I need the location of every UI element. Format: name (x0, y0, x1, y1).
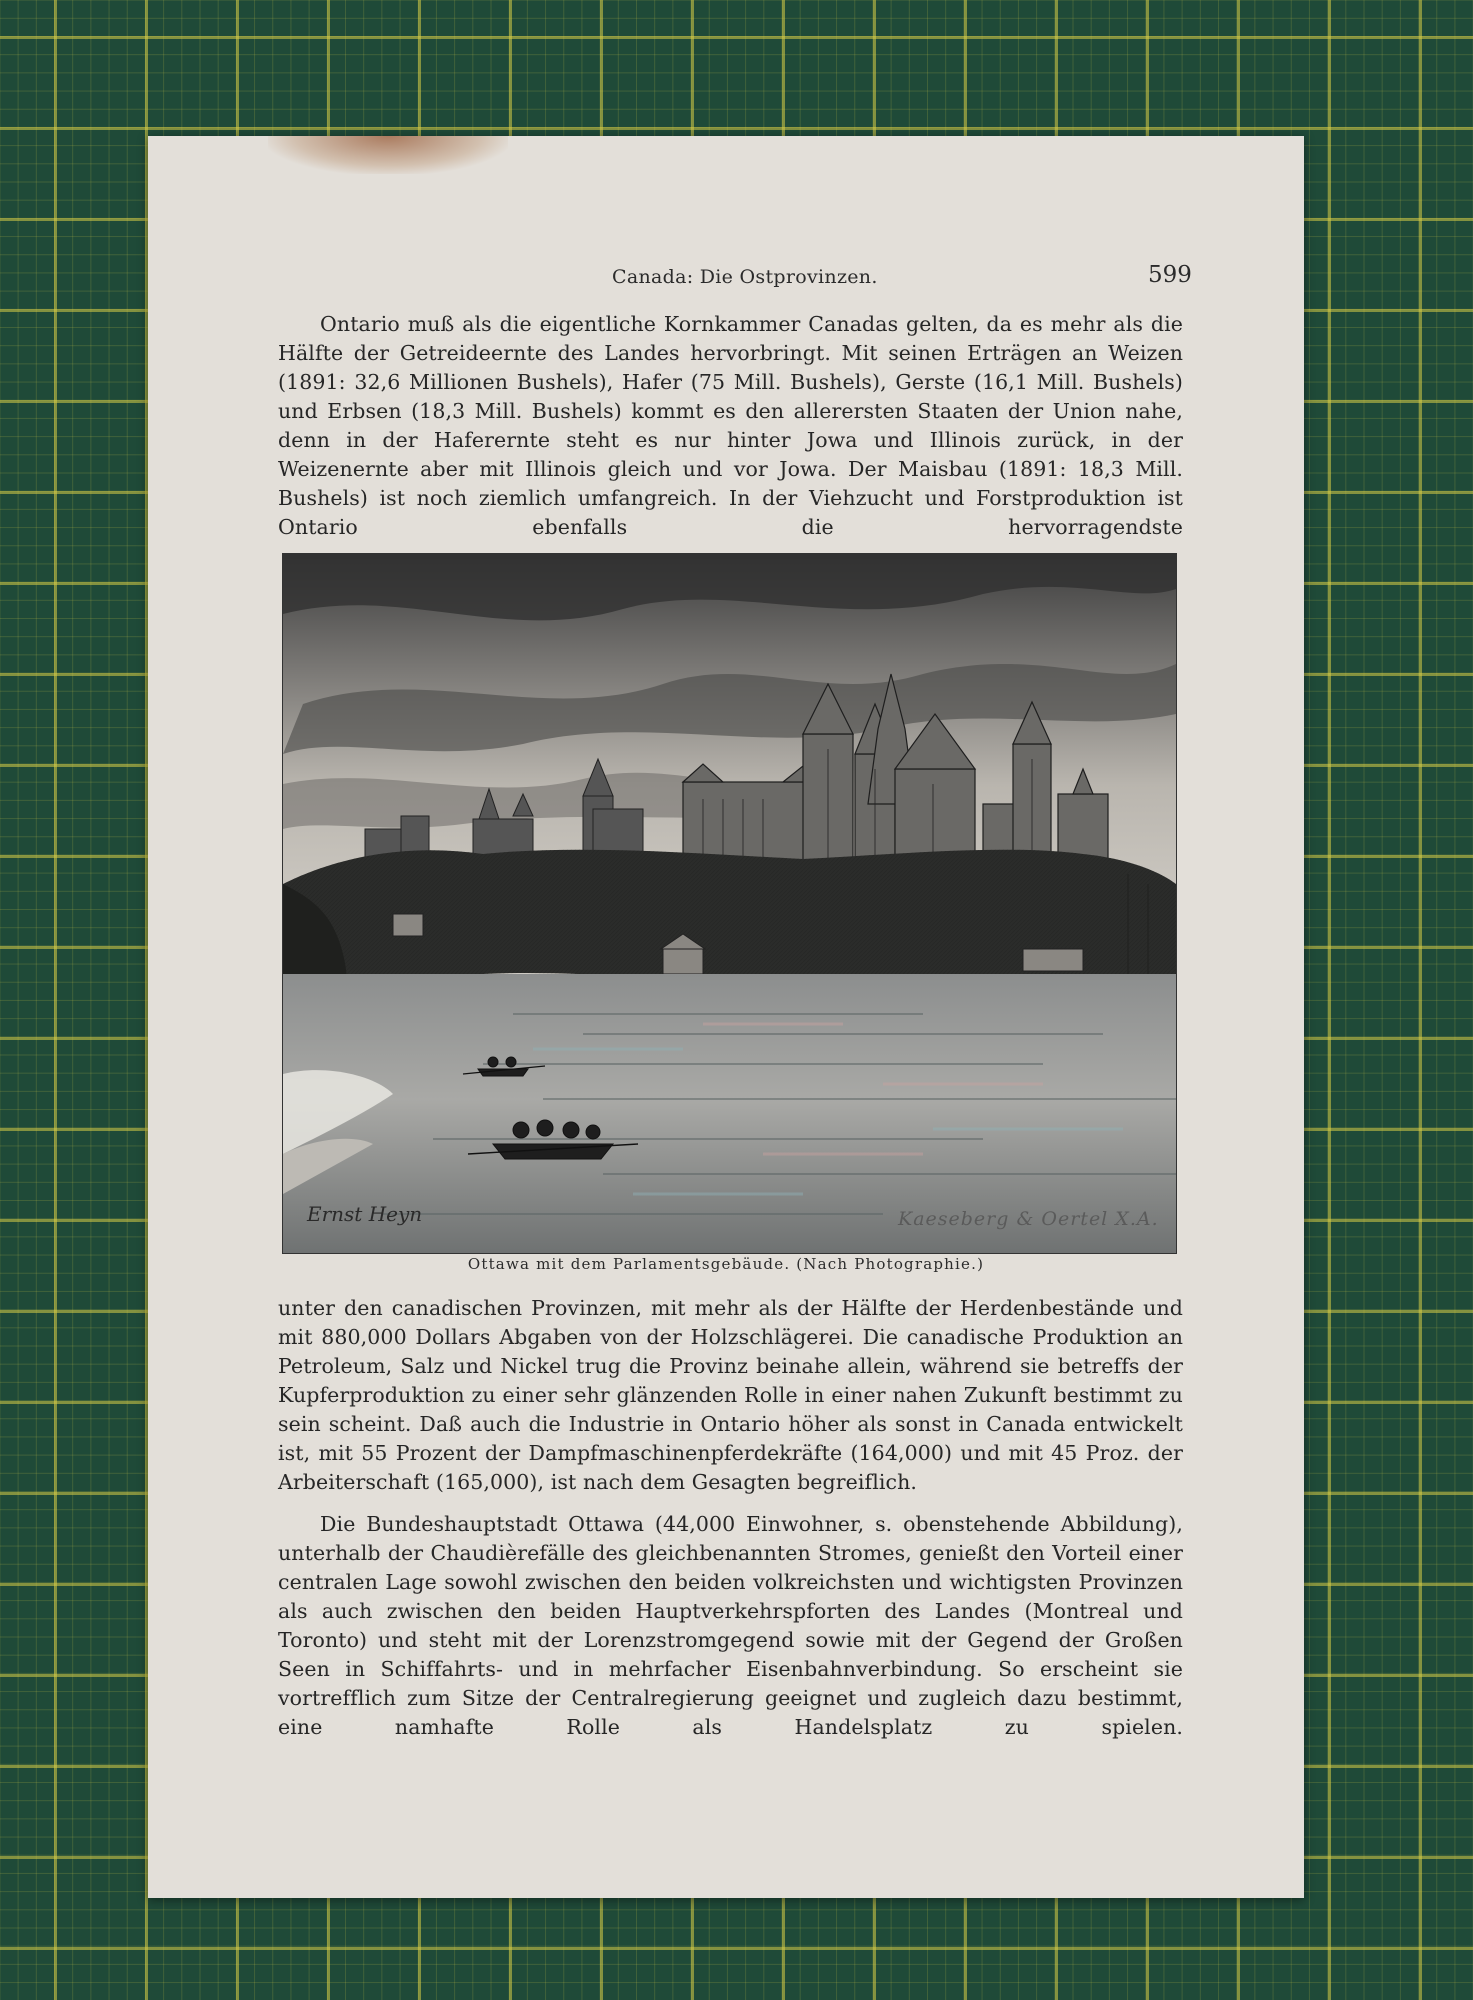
paper-stain (268, 136, 508, 174)
illustration-caption: Ottawa mit dem Parlamentsgebäude. (Nach Photographie.) (467, 1255, 985, 1273)
paragraph-ontario-grain: Ontario muß als die eigentliche Kornkammer Canadas gelten, da es mehr als die Hälfte der Getreideernte des Landes hervorbringt. Mit seinen Erträgen an Weizen (1891: 32,6 Millionen Bushels), Hafer (75 Mill. Bushels), Gerste (16,1 Mill. Bushels) und Erbsen (18,3 Mill. Bushels) kommt es den allerersten Staaten der Union nahe, denn in der Haferernte steht es nur hinter Jowa und Illinois zurück, in der Weizenernte aber mit Illinois gleich und vor Jowa. Der Maisbau (1891: 18,3 Mill. Bushels) ist noch ziemlich umfangreich. In der Viehzucht und Forstproduktion ist Ontario ebenfalls die hervorragendste (278, 312, 1183, 539)
illustration-ottawa-parliament (282, 553, 1177, 1254)
engraver-mark: Kaeseberg & Oertel X.A. (898, 1208, 1159, 1230)
book-page (148, 136, 1304, 1898)
paragraph-ontario-industry: unter den canadischen Provinzen, mit mehr als der Hälfte der Herdenbestände und mit 880,000 Dollars Abgaben von der Holzschlägerei. Die canadische Produktion an Petroleum, Salz und Nickel trug die Provinz beinahe allein, während sie betreffs der Kupferproduktion zu einer sehr glänzenden Rolle in einer nahen Zukunft bestimmt zu sein scheint. Daß auch die Industrie in Ontario höher als sonst in Canada entwickelt ist, mit 55 Prozent der Dampfmaschinenpferdekräfte (164,000) und mit 45 Proz. der Arbeiterschaft (165,000), ist nach dem Gesagten begreiflich. (278, 1296, 1183, 1494)
artist-signature: Ernst Heyn (307, 1202, 423, 1226)
page-number: 599 (1148, 262, 1192, 288)
running-head: Canada: Die Ostprovinzen. (612, 266, 878, 288)
paragraph-ottawa-capital: Die Bundeshauptstadt Ottawa (44,000 Einwohner, s. obenstehende Abbildung), unterhalb der Chaudièrefälle des gleichbenannten Stromes, genießt den Vorteil einer centralen Lage sowohl zwischen den beiden volkreichsten und wichtigsten Provinzen als auch zwischen den beiden Hauptverkehrspforten des Landes (Montreal und Toronto) und steht mit der Lorenzstromgegend sowie mit der Gegend der Großen Seen in Schiffahrts- und in mehrfacher Eisenbahnverbindung. So erscheint sie vortrefflich zum Sitze der Centralregierung geeignet und zugleich dazu bestimmt, eine namhafte Rolle als Handelsplatz zu spielen. (278, 1512, 1183, 1739)
engraving-image (283, 554, 1176, 1253)
